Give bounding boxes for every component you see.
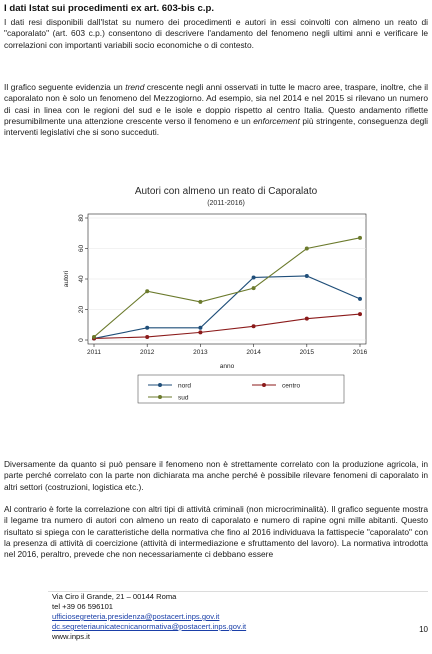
legend-marker-sud	[158, 395, 162, 399]
line-chart	[56, 182, 376, 410]
legend-label-nord: nord	[178, 382, 192, 390]
y-axis-label: autori	[63, 270, 70, 288]
x-tick-label-2012: 2012	[139, 349, 155, 356]
point-sud-2011	[92, 335, 96, 339]
point-sud-2016	[358, 236, 362, 240]
legend-label-centro: centro	[282, 382, 301, 390]
point-nord-2014	[252, 275, 256, 279]
italic-trend: trend	[125, 82, 145, 92]
y-tick-label-40: 40	[78, 275, 85, 283]
x-axis-label: anno	[219, 363, 235, 370]
point-centro-2015	[305, 317, 309, 321]
page-number: 10	[419, 625, 428, 634]
point-sud-2015	[305, 247, 309, 251]
point-centro-2016	[358, 312, 362, 316]
point-sud-2013	[198, 300, 202, 304]
paragraph-trend-text-b: crescente negli anni osservati in tutte le macro aree, traspare, inoltre, che il caporalato non è solo un fenomeno del Mezzogiorno. Ad esempio, sia nel 2014 e nel 2015 si rilevano un numero di casi in linea con le regioni del sud e le isole e doppio rispetto al centro Italia. Questo andamento riflette presumibilmente una attenzione crescente verso il fenomeno e un	[4, 82, 429, 126]
chart-subtitle: (2011-2016)	[207, 200, 245, 207]
footer-email-normativa[interactable]: dc.segreteriaunicatecnicanormativa@postacert.inps.gov.it	[52, 622, 247, 631]
legend-label-sud: sud	[178, 394, 189, 402]
y-tick-label-20: 20	[78, 305, 85, 314]
italic-enforcement: enforcement	[253, 115, 300, 126]
paragraph-intro: I dati resi disponibili dall'Istat su numero dei procedimenti e autori in essi coinvolti con almeno un reato di "caporalato" (art. 603 c.p.) consentono di descrivere l'andamento del fenomeno negli ultimi anni e verificare le correlazioni con importanti variabili socio economiche o di contesto.	[4, 17, 428, 50]
chart-svg	[56, 182, 376, 410]
section-heading: I dati Istat sui procedimenti ex art. 603-bis c.p.	[4, 3, 215, 14]
paragraph-agriculture: Diversamente da quanto si può pensare il fenomeno non è strettamente correlato con la produzione agricola, in parte perché correlato con la parte non dichiarata ma anche perché è possibile rilevare fenomeni di caporalato in altri settori (costruzioni, logistica etc.).	[4, 459, 428, 492]
point-sud-2012	[145, 289, 149, 293]
y-tick-label-60: 60	[78, 244, 85, 253]
legend-marker-centro	[262, 383, 266, 387]
point-nord-2012	[145, 326, 149, 330]
x-tick-label-2011: 2011	[87, 349, 101, 356]
x-tick-label-2016: 2016	[352, 349, 368, 356]
footer-address: Via Ciro il Grande, 21 – 00144 Roma	[52, 592, 177, 601]
footer-contacts	[52, 592, 246, 642]
paragraph-trend-text-a: Il grafico seguente evidenzia un	[4, 82, 126, 92]
x-tick-label-2014: 2014	[246, 349, 261, 356]
y-tick-label-80: 80	[78, 214, 85, 222]
point-nord-2016	[358, 297, 362, 301]
paragraph-trend	[4, 82, 428, 138]
footer-tel: tel +39 06 596101	[52, 602, 114, 611]
point-nord-2013	[198, 326, 202, 330]
legend-box	[138, 375, 344, 403]
x-tick-label-2013: 2013	[193, 349, 208, 356]
legend-marker-nord	[158, 383, 162, 387]
chart-title: Autori con almeno un reato di Caporalato	[134, 186, 318, 197]
point-centro-2012	[145, 335, 149, 339]
point-sud-2014	[252, 286, 256, 290]
point-centro-2013	[198, 330, 202, 334]
footer-email-presidenza[interactable]: ufficiosegreteria.presidenza@postacert.inps.gov.it	[52, 612, 220, 621]
paragraph-trend-text-c: più stringente, conseguenza degli interventi legislativi che si sono succeduti.	[4, 115, 428, 138]
x-tick-label-2015: 2015	[299, 349, 315, 356]
paragraph-crime: Al contrario è forte la correlazione con altri tipi di attività criminali (non microcriminalità). Il grafico seguente mostra il legame tra numero di autori con almeno un reato di caporalato e numero di rapine ogni mille abitanti. Questo risultato si spiega con le caratteristiche della normativa che fino al 2016 individuava la fattispecie "caporalato" con la presenza di attività di coercizione (attività di intermediazione e sfruttamento del lavoro). La normativa introdotta nel 2016, peraltro, prevede che non necessariamente ci debbano essere	[4, 504, 428, 560]
footer-website[interactable]: www.inps.it	[52, 632, 90, 641]
point-nord-2015	[305, 274, 309, 278]
y-tick-label-0: 0	[78, 338, 85, 342]
point-centro-2014	[252, 324, 256, 328]
